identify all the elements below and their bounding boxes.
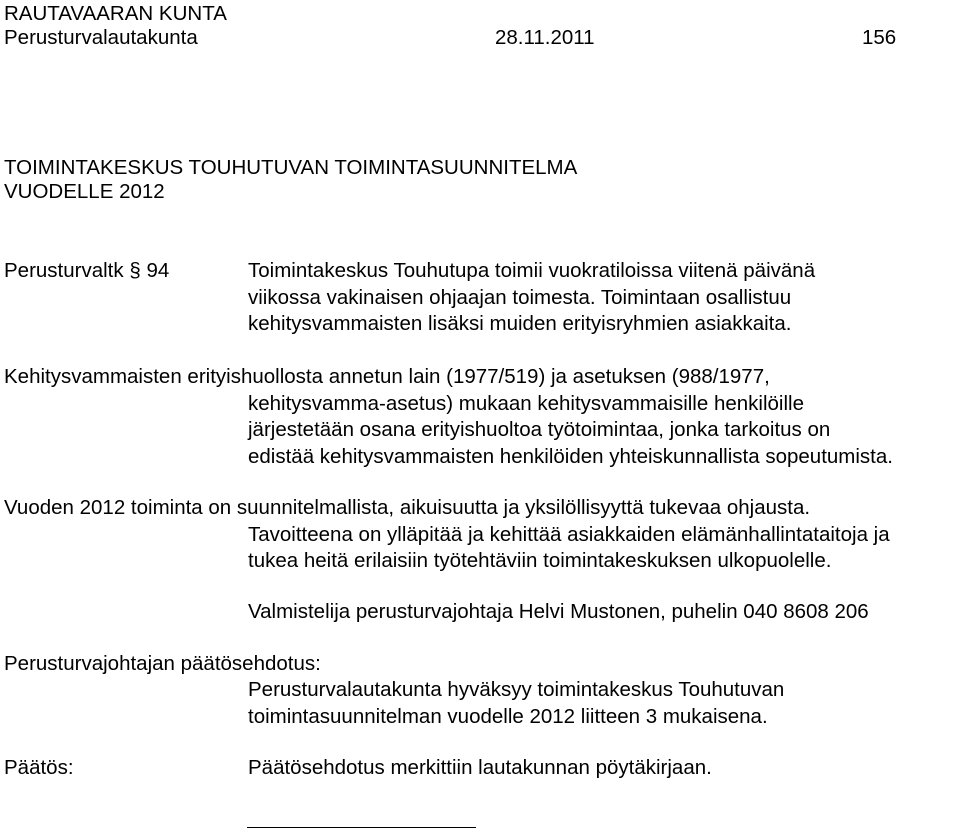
intro-line: kehitysvammaisten lisäksi muiden erityisryhmien asiakkaita. [248, 312, 792, 335]
paragraph-line: tukea heitä erilaisiin työtehtäviin toimintakeskuksen ulkopuolelle. [248, 549, 832, 572]
decision-text: Päätösehdotus merkittiin lautakunnan pöytäkirjaan. [248, 756, 712, 779]
municipality-name: RAUTAVAARAN KUNTA [4, 2, 227, 25]
proposal-text [248, 677, 784, 730]
intro-line: viikossa vakinaisen ohjaajan toimesta. Toimintaan osallistuu [248, 285, 792, 309]
document-title-line2: VUODELLE 2012 [4, 180, 165, 203]
page-number: 156 [862, 26, 897, 49]
document-title-line1: TOIMINTAKESKUS TOUHUTUVAN TOIMINTASUUNNITELMA [4, 156, 578, 179]
paragraph-line: Tavoitteena on ylläpitää ja kehittää asiakkaiden elämänhallintataitoja ja [248, 522, 890, 546]
preparer-line: Valmistelija perusturvajohtaja Helvi Mustonen, puhelin 040 8608 206 [248, 600, 869, 623]
proposal-line: toimintasuunnitelman vuodelle 2012 liitteen 3 mukaisena. [248, 704, 768, 728]
paragraph-line: järjestetään osana erityishuoltoa työtoimintaa, jonka tarkoitus on [248, 418, 831, 441]
plan-paragraph [4, 495, 890, 575]
intro-paragraph [248, 258, 815, 338]
meeting-date: 28.11.2011 [495, 26, 595, 49]
intro-line: Toimintakeskus Touhutupa toimii vuokratiloissa viitenä päivänä [248, 259, 816, 282]
decision-label: Päätös: [4, 756, 74, 779]
paragraph-line: kehitysvamma-asetus) mukaan kehitysvammaisille henkilöille [248, 391, 804, 415]
paragraph-line: Vuoden 2012 toiminta on suunnitelmallista, aikuisuutta ja yksilöllisyyttä tukevaa ohjausta. [4, 496, 811, 519]
section-number: 94 [146, 259, 170, 282]
proposal-label: Perusturvajohtajan päätösehdotus: [4, 652, 321, 675]
paragraph-line: edistää kehitysvammaisten henkilöiden yhteiskunnallista sopeutumista. [248, 444, 893, 468]
section-reference [4, 259, 169, 283]
board-name: Perusturvalautakunta [4, 26, 198, 49]
proposal-line: Perusturvalautakunta hyväksyy toimintakeskus Touhutuvan [248, 678, 785, 701]
closing-rule [247, 827, 476, 828]
reference-label: Perusturvaltk [4, 259, 124, 282]
section-sign: § [129, 259, 141, 282]
paragraph-line: Kehitysvammaisten erityishuollosta annetun lain (1977/519) ja asetuksen (988/1977, [4, 365, 770, 388]
legal-basis-paragraph [4, 364, 893, 470]
